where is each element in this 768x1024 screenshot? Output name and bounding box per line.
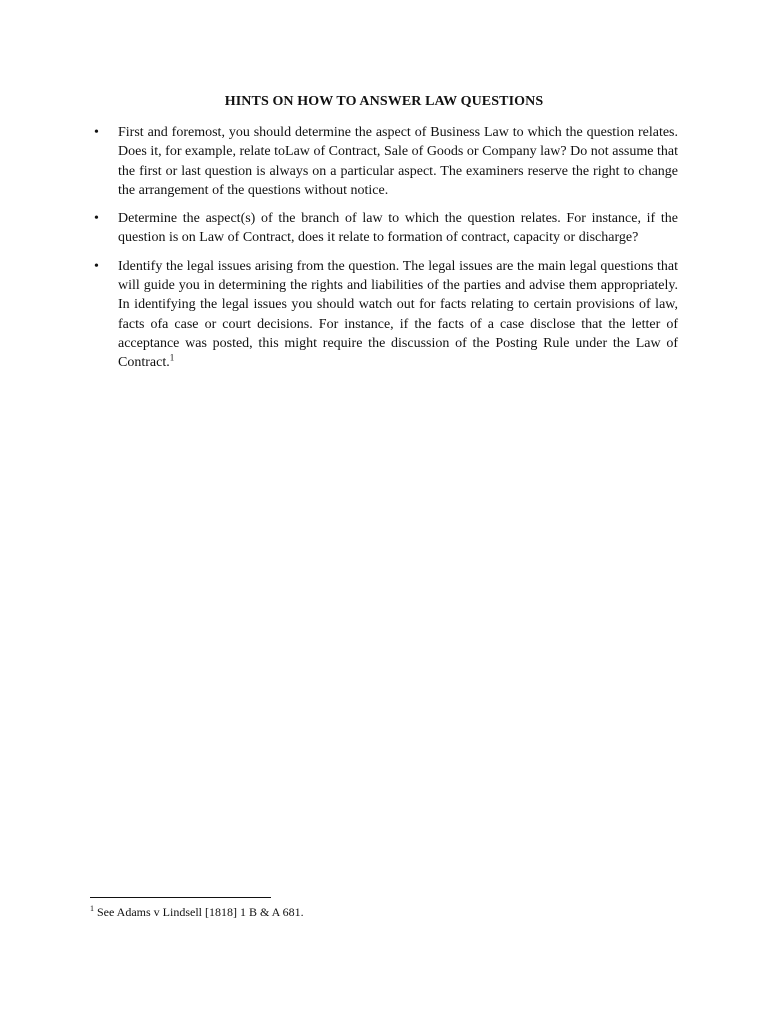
- hints-list: [90, 123, 678, 382]
- footnote: [90, 905, 678, 920]
- footnote-reference[interactable]: 1: [169, 352, 175, 363]
- bullet-icon: •: [94, 211, 99, 227]
- bullet-icon: •: [94, 258, 99, 274]
- bullet-text: Identify the legal issues arising from the question. The legal issues are the main legal questions that will guide you in determining the rights and liabilities of the parties and advise them appropriately. In identifying the legal issues you should watch out for facts relating to certain provisions of law, facts ofa case or court decisions. For instance, if the facts of a case disclose that the letter of acceptance was posted, this might require the discussion of the Posting Rule under the Law of Contract.: [118, 258, 678, 371]
- list-item: [90, 209, 678, 248]
- footnote-mark: 1: [90, 904, 94, 913]
- footnote-text: See Adams v Lindsell [1818] 1 B & A 681.: [97, 905, 304, 919]
- list-item: [90, 123, 678, 200]
- bullet-text: Determine the aspect(s) of the branch of law to which the question relates. For instance, if the question is on Law of Contract, does it relate to formation of contract, capacity or discharge?: [118, 211, 678, 246]
- bullet-text: First and foremost, you should determine the aspect of Business Law to which the question relates. Does it, for example, relate toLaw of Contract, Sale of Goods or Company law? Do not assume that the first or last question is always on a particular aspect. The examiners reserve the right to change the arrangement of the questions without notice.: [118, 125, 678, 198]
- page-title: HINTS ON HOW TO ANSWER LAW QUESTIONS: [224, 94, 544, 109]
- list-item: [90, 257, 678, 373]
- footnote-divider: [90, 897, 271, 898]
- bullet-icon: •: [94, 125, 99, 140]
